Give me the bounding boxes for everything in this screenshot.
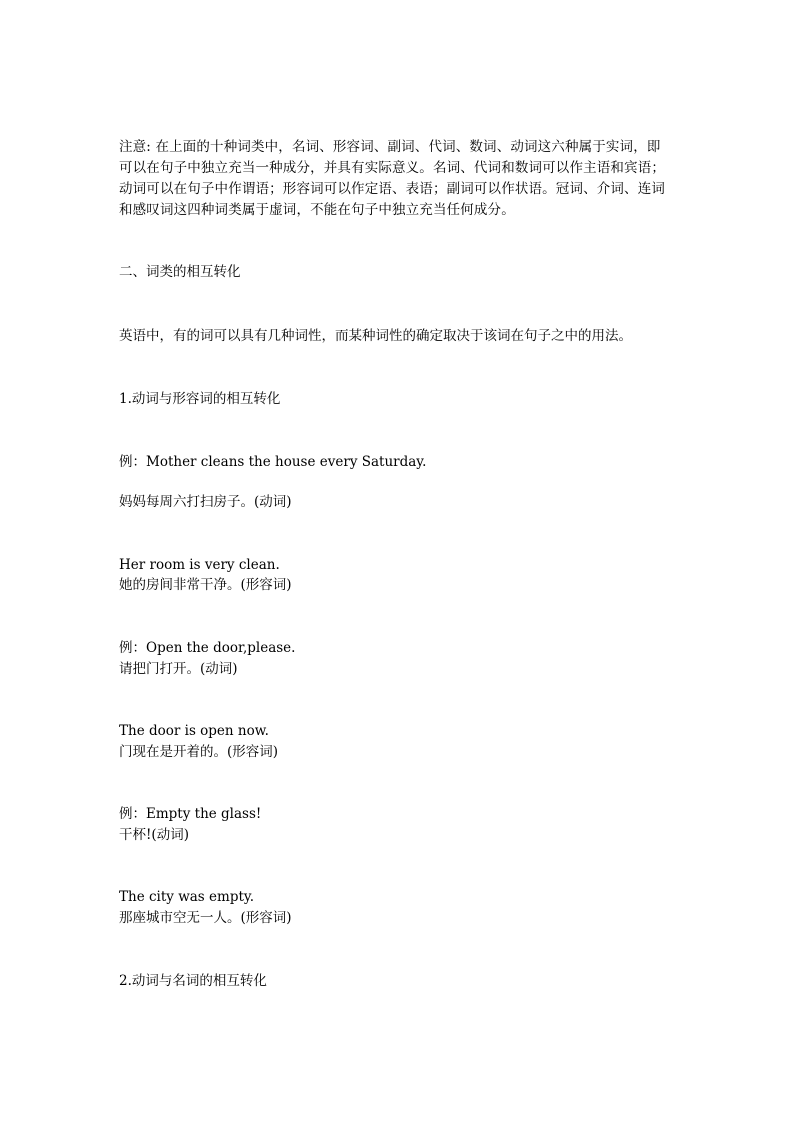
example-english: The city was empty. <box>119 889 255 905</box>
example-english: 例：Open the door,please. <box>119 640 296 656</box>
example-chinese: 那座城市空无一人。(形容词) <box>119 910 292 926</box>
example-chinese: 门现在是开着的。(形容词) <box>119 744 279 760</box>
example-english: 例：Mother cleans the house every Saturday. <box>119 454 427 470</box>
note-line: 可以在句子中独立充当一种成分，并具有实际意义。名词、代词和数词可以作主语和宾语； <box>119 160 665 176</box>
note-line: 动词可以在句子中作谓语；形容词可以作定语、表语；副词可以作状语。冠词、介词、连词 <box>119 181 665 197</box>
note-line: 注意: 在上面的十种词类中，名词、形容词、副词、代词、数词、动词这六种属于实词，即 <box>119 139 661 155</box>
example-english: Her room is very clean. <box>119 557 280 573</box>
note-paragraph <box>119 137 679 221</box>
example-english: 例：Empty the glass! <box>119 806 262 822</box>
subsection-heading-2: 2.动词与名词的相互转化 <box>119 973 267 989</box>
example-chinese: 她的房间非常干净。(形容词) <box>119 577 292 593</box>
subsection-heading-1: 1.动词与形容词的相互转化 <box>119 391 281 407</box>
section-heading: 二、词类的相互转化 <box>119 264 241 280</box>
example-english: The door is open now. <box>119 723 269 739</box>
intro-paragraph: 英语中，有的词可以具有几种词性，而某种词性的确定取决于该词在句子之中的用法。 <box>119 328 632 344</box>
example-chinese: 妈妈每周六打扫房子。(动词) <box>119 494 292 510</box>
note-line: 和感叹词这四种词类属于虚词，不能在句子中独立充当任何成分。 <box>119 202 515 218</box>
example-chinese: 干杯!(动词) <box>119 827 189 843</box>
example-chinese: 请把门打开。(动词) <box>119 661 238 677</box>
